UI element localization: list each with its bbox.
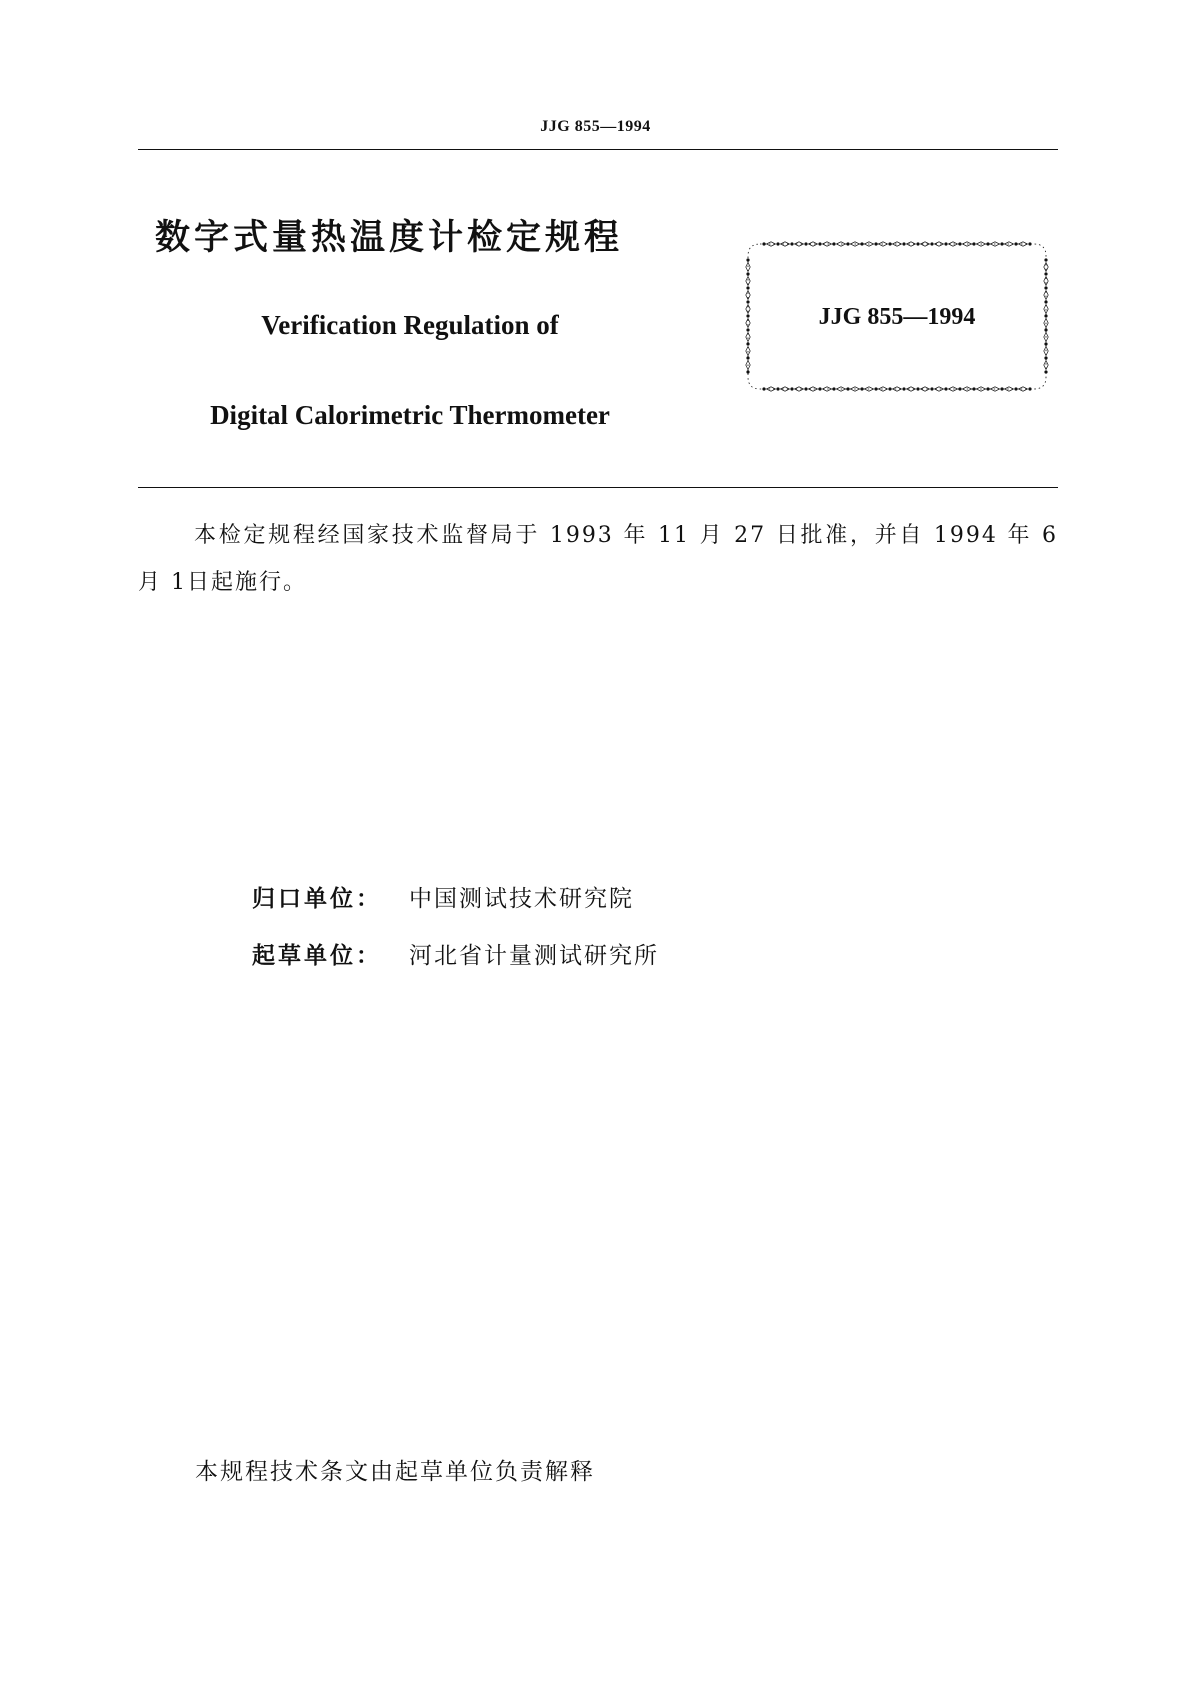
drafting-unit-label: 起草单位： [252, 943, 382, 969]
approval-statement: 本检定规程经国家技术监督局于 1993 年 11 月 27 日批准，并自 1994 年 6 月 1日起施行。 [138, 523, 1058, 595]
frame-diamond [1044, 263, 1048, 272]
frame-dot [1044, 258, 1047, 261]
frame-dot [818, 387, 821, 390]
standard-code-box [742, 238, 1052, 395]
frame-dot [874, 387, 877, 390]
title-english-line-1: Verification Regulation of [261, 310, 559, 340]
frame-diamond [921, 242, 930, 246]
title-chinese: 数字式量热温度计检定规程 [155, 218, 624, 258]
frame-dot [1044, 370, 1047, 373]
frame-dot [930, 242, 933, 245]
frame-dot [902, 242, 905, 245]
frame-dot [958, 387, 961, 390]
standard-code: JJG 855—1994 [818, 304, 976, 330]
frame-dot [1014, 387, 1017, 390]
bottom-divider [138, 487, 1058, 488]
frame-dot [888, 387, 891, 390]
frame-dot [746, 342, 749, 345]
frame-dot [916, 387, 919, 390]
frame-dot [916, 242, 919, 245]
frame-dot [790, 387, 793, 390]
responsible-unit-label: 归口单位： [252, 886, 382, 912]
frame-dot [762, 387, 765, 390]
frame-dot [972, 242, 975, 245]
frame-dot [1044, 356, 1047, 359]
frame-dot [762, 242, 765, 245]
frame-dot [944, 242, 947, 245]
frame-dot [1044, 272, 1047, 275]
frame-dot [1028, 387, 1031, 390]
frame-dot [1028, 242, 1031, 245]
frame-dot [832, 242, 835, 245]
drafting-unit-value: 河北省计量测试研究所 [409, 943, 659, 969]
frame-dot [746, 286, 749, 289]
frame-dot [972, 387, 975, 390]
frame-dot [888, 242, 891, 245]
drafting-unit-row [252, 937, 659, 970]
frame-dot [986, 242, 989, 245]
frame-dot [804, 242, 807, 245]
title-english-line-2: Digital Calorimetric Thermometer [210, 400, 610, 430]
top-divider [138, 149, 1058, 150]
frame-dot [1044, 286, 1047, 289]
frame-dot [804, 387, 807, 390]
running-header: JJG 855—1994 [540, 118, 651, 135]
frame-dot [1044, 342, 1047, 345]
responsible-unit-row [252, 880, 634, 913]
frame-dot [846, 242, 849, 245]
interpretation-note: 本规程技术条文由起草单位负责解释 [195, 1459, 595, 1485]
frame-dot [1014, 242, 1017, 245]
frame-dot [958, 242, 961, 245]
frame-dot [746, 370, 749, 373]
frame-dot [832, 387, 835, 390]
frame-dot [930, 387, 933, 390]
frame-dot [776, 242, 779, 245]
frame-dot [944, 387, 947, 390]
frame-dot [860, 242, 863, 245]
frame-dot [1000, 387, 1003, 390]
frame-dot [746, 356, 749, 359]
frame-diamond [795, 242, 804, 246]
frame-dot [902, 387, 905, 390]
frame-dot [986, 387, 989, 390]
frame-dot [746, 272, 749, 275]
responsible-unit-value: 中国测试技术研究院 [409, 886, 634, 912]
frame-dot [846, 387, 849, 390]
frame-dot [776, 387, 779, 390]
frame-dot [874, 242, 877, 245]
frame-dot [818, 242, 821, 245]
frame-dot [860, 387, 863, 390]
frame-dot [1000, 242, 1003, 245]
frame-dot [790, 242, 793, 245]
frame-dot [746, 258, 749, 261]
